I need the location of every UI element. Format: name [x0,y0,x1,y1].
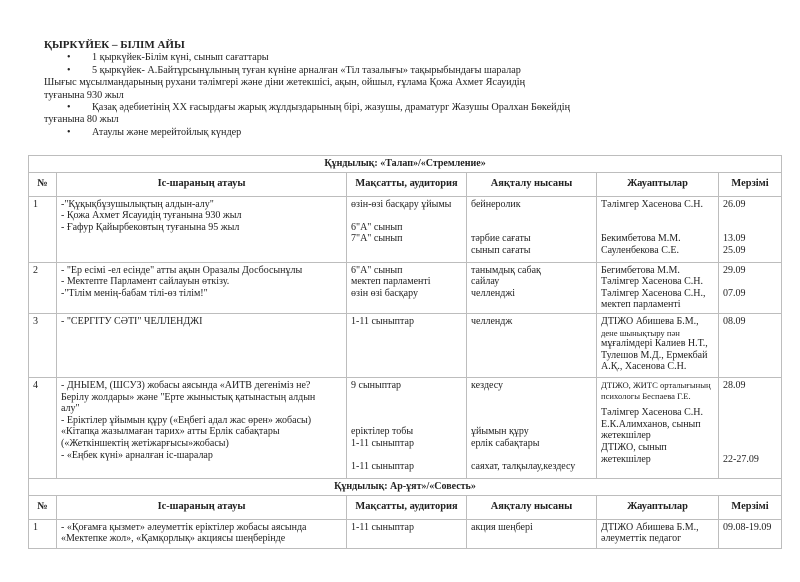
title-line: - Еріктілер ұйымын құру («Еңбегі адал жас өрен» жобасы) [61,414,312,426]
responsible-line: Тәлімгер Хасенова С.Н. [601,198,703,210]
row-title [57,519,347,548]
audience-line: 1-11 сыныптар [351,437,414,449]
form-line: саяхат, талқылау,кездесу [471,461,576,473]
form-line: сайлау [471,276,500,288]
row-title [57,262,347,313]
responsible-line: Бекимбетова М.М. [601,233,681,245]
audience-line: өзін-өзі басқару ұйымы [351,198,452,210]
row-title [57,196,347,262]
section-label: Құндылық: Ар-ұят»/«Совесть» [29,478,782,495]
table-row [29,519,782,548]
row-form [467,377,597,478]
responsible-line: ДТІЖО, ЖИТС орталығының [601,379,711,390]
header-num: № [29,172,57,196]
title-line: - Мектепте Парламент сайлауын өткізу. [61,276,230,288]
section-header-row [29,156,782,173]
row-title [57,377,347,478]
row-num: 1 [29,196,57,262]
section-label: Құндылық: «Талап»/«Стремление» [29,156,782,173]
intro-line: Шығыс мұсылмандарының рухани тәлімгері және діни жетекшісі, ақын, ойшыл, ғұлама Қожа Ахмет Ясауидің [44,77,526,89]
table-row [29,377,782,478]
audience-line: мектеп парламенті [351,276,431,288]
date-line: 07.09 [723,288,746,300]
title-line: - «Қоғамға қызмет» әлеуметтік еріктілер жобасы аясында [61,521,307,533]
title-line: («Жеткіншектің жетіжарғысы»жобасы) [61,437,229,449]
responsible-line: әлеуметтік педагог [601,533,682,545]
header-form: Аяқталу нысаны [467,495,597,519]
header-date: Мерзімі [719,172,782,196]
row-responsible [597,377,719,478]
responsible-line: Тәлімгер Хасенова С.Н. [601,276,703,288]
form-line: ұйымын құру [471,426,529,438]
date-line: 09.08-19.09 [723,521,772,533]
row-num: 1 [29,519,57,548]
header-audience: Мақсатты, аудитория [347,172,467,196]
row-title [57,313,347,377]
intro-bullet: • Атаулы және мерейтойлық күндер [44,127,764,139]
audience-line: 7"А" сынып [351,233,403,245]
header-title: Іс-шараның атауы [57,495,347,519]
form-line: ерлік сабақтары [471,437,540,449]
row-date [719,377,782,478]
row-form [467,313,597,377]
intro-line: туғанына 80 жыл [44,114,119,126]
row-responsible [597,313,719,377]
column-header-row [29,172,782,196]
date-line: 13.09 [723,233,746,245]
row-audience [347,196,467,262]
title-line: - «Еңбек күні» арналған іс-шаралар [61,449,213,461]
title-line: «Кітапқа жазылмаған тарих» атты Ерлік сабақтары [61,426,280,438]
responsible-line: дене шынықтыру пән [601,327,680,338]
responsible-line: А.Қ., Хасенова С.Н. [601,361,687,373]
responsible-line: мұғалімдері Калиев Н.Т., [601,338,708,350]
date-line: 08.09 [723,315,746,327]
date-line: 25.09 [723,244,746,256]
audience-line: өзін өзі басқару [351,287,418,299]
column-header-row [29,495,782,519]
header-form: Аяқталу нысаны [467,172,597,196]
row-responsible [597,262,719,313]
section-header-row [29,478,782,495]
title-line: - Ғафур Қайырбековтың туғанына 95 жыл [61,221,240,233]
audience-line: 6"А" сынып [351,221,403,233]
title-line: - "СЕРГІТУ СӘТІ" ЧЕЛЛЕНДЖІ [61,315,203,327]
form-line: сынып сағаты [471,244,531,256]
intro-line: туғанына 930 жыл [44,89,124,101]
intro-bullet: • 5 қыркүйек- А.Байтұрсынұлының туған күніне арналған «Тіл тазалығы» тақырыбындағы шаралар [44,65,764,77]
responsible-line: Бегимбетова М.М. [601,264,680,276]
row-audience [347,313,467,377]
title-line: - "Ер есімі -ел есінде" атты ақын Оразалы Досбосынұлы [61,264,303,276]
title-line: -"Құқықбұзушылықтың алдын-алу" [61,198,214,210]
date-line: 29.09 [723,264,746,276]
form-line: тәрбие сағаты [471,233,531,245]
spacer [351,210,462,222]
table-row [29,313,782,377]
form-line: кездесу [471,379,504,391]
header-responsible: Жауаптылар [597,172,719,196]
title-line: «Мектепке жол», «Қамқорлық» акциясы шеңберінде [61,533,286,545]
header-num: № [29,495,57,519]
audience-line: еріктілер тобы [351,426,414,438]
audience-line: 9 сыныптар [351,379,402,391]
audience-line: 1-11 сыныптар [351,461,414,473]
row-num: 3 [29,313,57,377]
row-date [719,519,782,548]
title-line: Берілу жолдары» және "Ерте жыныстық қатынастың алдын [61,391,316,403]
responsible-line: жетекшілер [601,430,651,442]
row-form [467,519,597,548]
title-line: -"Тілім менің-бабам тілі-өз тілім!" [61,287,208,299]
table-row [29,262,782,313]
row-num: 2 [29,262,57,313]
title-line: - Қожа Ахмет Ясауидің туғанына 930 жыл [61,210,242,222]
header-date: Мерзімі [719,495,782,519]
date-line: 26.09 [723,198,746,210]
header-audience: Мақсатты, аудитория [347,495,467,519]
audience-line: 1-11 сыныптар [351,315,414,327]
table-row [29,196,782,262]
intro-section [44,39,764,139]
row-date [719,196,782,262]
responsible-line: ДТІЖО, сынып [601,441,667,453]
plan-table [28,155,782,549]
row-audience [347,519,467,548]
intro-bullet: • Қазақ әдебиетінің ХХ ғасырдағы жарық жұлдыздарының бірі, жазушы, драматург Жазушы Оралхан Бөкейдің [44,102,764,114]
row-audience [347,262,467,313]
responsible-line: жетекшілер [601,453,651,465]
responsible-line: Тәлімгер Хасенова С.Н. [601,407,703,419]
responsible-line: Е.К.Алимханов, сынып [601,418,701,430]
title-line: - ДНЫЕМ, (ШСУЗ) жобасы аясында «АИТВ дегеніміз не? [61,379,311,391]
row-responsible [597,196,719,262]
responsible-line: Тәлімгер Хасенова С.Н., [601,287,706,299]
date-line: 22-27.09 [723,453,759,465]
responsible-line: психологы Беспаева Г.Е. [601,390,691,401]
row-date [719,262,782,313]
header-title: Іс-шараның атауы [57,172,347,196]
form-line: челлендж [471,315,513,327]
intro-bullet: • 1 қыркүйек-Білім күні, сынып сағаттары [44,52,764,64]
row-form [467,262,597,313]
form-line: танымдық сабақ [471,264,541,276]
responsible-line: ДТІЖО Абишева Б.М., [601,521,699,533]
responsible-line: Тулешов М.Д., Ермекбай [601,349,708,361]
form-line: челленджі [471,287,516,299]
header-responsible: Жауаптылар [597,495,719,519]
form-line: акция шеңбері [471,521,533,533]
form-line: бейнеролик [471,198,521,210]
row-date [719,313,782,377]
audience-line: 6"А" сынып [351,264,403,276]
page-title: ҚЫРКҮЙЕК – БІЛІМ АЙЫ [44,39,185,51]
date-line: 28.09 [723,379,746,391]
row-responsible [597,519,719,548]
title-line: алу" [61,403,80,415]
audience-line: 1-11 сыныптар [351,521,414,533]
responsible-line: Сауленбекова С.Е. [601,244,679,256]
row-form [467,196,597,262]
row-audience [347,377,467,478]
responsible-line: ДТІЖО Абишева Б.М., [601,315,699,327]
row-num: 4 [29,377,57,478]
responsible-line: мектеп парламенті [601,299,681,311]
